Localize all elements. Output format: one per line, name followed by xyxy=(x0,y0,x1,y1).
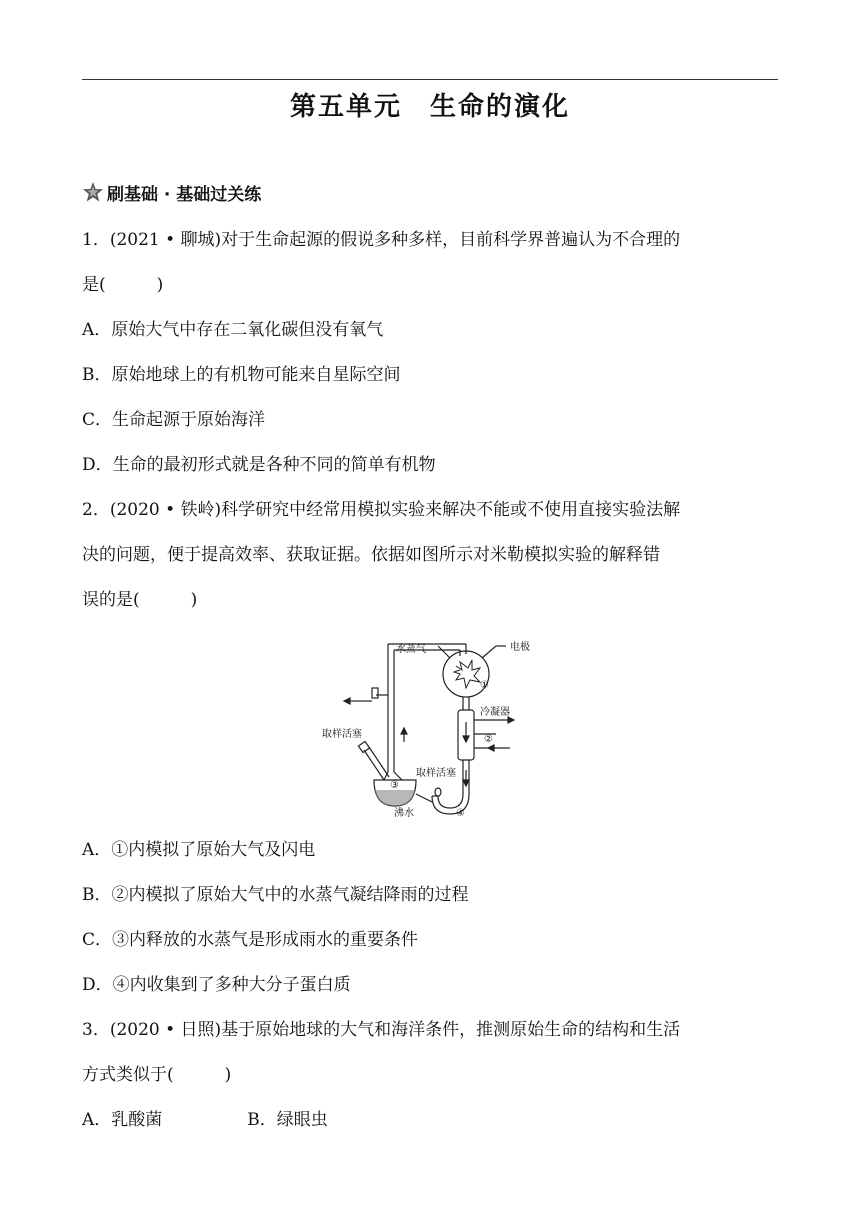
question-1-option-d: D．生命的最初形式就是各种不同的简单有机物 xyxy=(82,455,436,475)
star-icon xyxy=(82,181,104,203)
question-1-option-a: A．原始大气中存在二氧化碳但没有氧气 xyxy=(82,320,384,340)
marker-4: ④ xyxy=(456,808,465,819)
unit-title: 第五单元 生命的演化 xyxy=(289,92,570,122)
top-rule xyxy=(82,79,778,80)
question-1-option-c: C．生命起源于原始海洋 xyxy=(82,410,266,430)
label-sampling-valve-right: 取样活塞 xyxy=(416,768,456,779)
label-steam: 水蒸气 xyxy=(396,644,426,655)
question-3-stem-line-2: 方式类似于( ) xyxy=(82,1065,232,1085)
question-2-stem-line-2: 决的问题，便于提高效率、获取证据。依据如图所示对米勒模拟实验的解释错 xyxy=(82,545,660,565)
label-electrode: 电极 xyxy=(510,642,530,653)
section-header xyxy=(82,180,261,204)
question-1-option-b: B．原始地球上的有机物可能来自星际空间 xyxy=(82,365,401,385)
question-2-option-c: C．③内释放的水蒸气是形成雨水的重要条件 xyxy=(82,930,419,950)
label-sampling-valve-left: 取样活塞 xyxy=(322,729,362,740)
question-2-option-d: D．④内收集到了多种大分子蛋白质 xyxy=(82,975,351,995)
question-1-stem-line-1: 1．(2021 • 聊城)对于生命起源的假说多种多样，目前科学界普遍认为不合理的 xyxy=(82,230,681,250)
marker-1: ① xyxy=(480,680,489,691)
label-boiling-water: 沸水 xyxy=(394,808,414,819)
question-2-option-a: A．①内模拟了原始大气及闪电 xyxy=(82,840,316,860)
question-3-options-row: A．乳酸菌 B．绿眼虫 xyxy=(82,1110,328,1130)
question-2-stem-line-1: 2．(2020 • 铁岭)科学研究中经常用模拟实验来解决不能或不使用直接实验法解 xyxy=(82,500,681,520)
miller-experiment-figure xyxy=(320,630,550,820)
label-condenser: 冷凝器 xyxy=(480,707,510,718)
miller-apparatus-diagram xyxy=(320,630,550,820)
question-3-stem-line-1: 3．(2020 • 日照)基于原始地球的大气和海洋条件，推测原始生命的结构和生活 xyxy=(82,1020,681,1040)
question-2-stem-line-3: 误的是( ) xyxy=(82,590,198,610)
marker-2: ② xyxy=(484,734,493,745)
marker-3: ③ xyxy=(390,780,399,791)
section-title: 刷基础 · 基础过关练 xyxy=(107,184,262,205)
question-1-stem-line-2: 是( ) xyxy=(82,275,164,295)
question-2-option-b: B．②内模拟了原始大气中的水蒸气凝结降雨的过程 xyxy=(82,885,469,905)
